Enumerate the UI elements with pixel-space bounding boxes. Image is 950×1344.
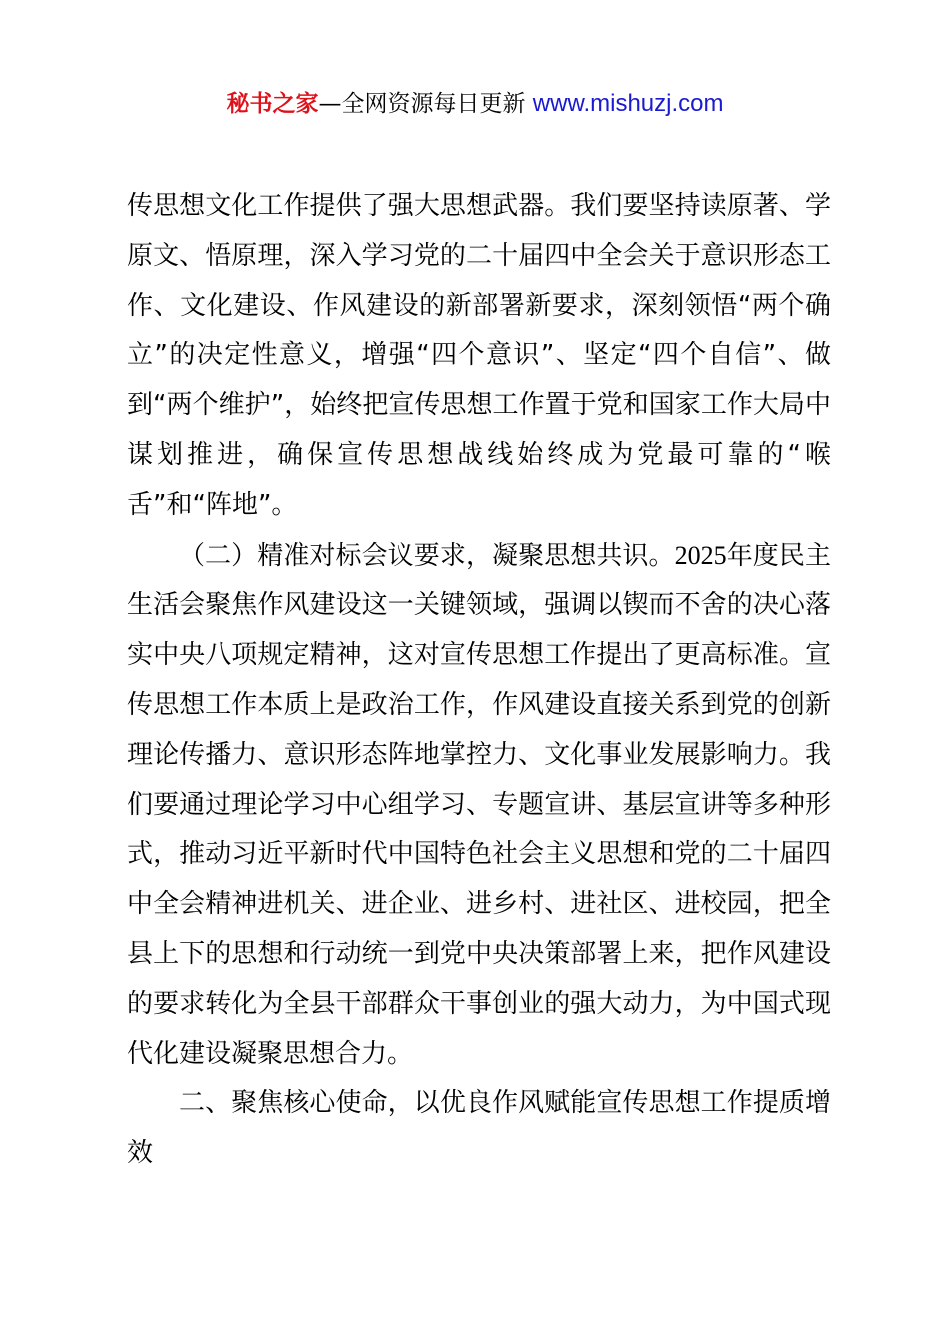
site-tagline: —全网资源每日更新	[318, 91, 533, 117]
site-url-link[interactable]: www.mishuzj.com	[532, 90, 724, 117]
subsection-text: 年度民主生活会聚焦作风建设这一关键领域，强调以锲而不舍的决心落实中央八项规定精神，这对宣传思想工作提出了更高标准。宣传思想工作本质上是政治工作，作风建设直接关系到党的创新理论传播力、意识形态阵地掌控力、文化事业发展影响力。我们要通过理论学习中心组学习、专题宣讲、基层宣讲等多种形式，推动习近平新时代中国特色社会主义思想和党的二十届四中全会精神进机关、进企业、进乡村、进社区、进校园，把全县上下的思想和行动统一到党中央决策部署上来，把作风建设的要求转化为全县干部群众干事创业的强大动力，为中国式现代化建设凝聚思想合力。	[127, 540, 831, 1069]
subsection-heading: （二）精准对标会议要求，凝聚思想共识。	[179, 540, 675, 571]
site-brand: 秘书之家	[226, 91, 319, 117]
year-value: 2025	[674, 540, 727, 570]
paragraph-subsection-2	[127, 531, 831, 1080]
page-header	[0, 86, 950, 122]
section-heading: 二、聚焦核心使命，以优良作风赋能宣传思想工作提质增效	[127, 1088, 831, 1169]
document-body	[127, 182, 831, 1179]
paragraph-continuation: 传思想文化工作提供了强大思想武器。我们要坚持读原著、学原文、悟原理，深入学习党的二十届四中全会关于意识形态工作、文化建设、作风建设的新部署新要求，深刻领悟“两个确立”的决定性意义，增强“四个意识”、坚定“四个自信”、做到“两个维护”，始终把宣传思想工作置于党和国家工作大局中谋划推进，确保宣传思想战线始终成为党最可靠的“喉舌”和“阵地”。	[127, 191, 831, 520]
